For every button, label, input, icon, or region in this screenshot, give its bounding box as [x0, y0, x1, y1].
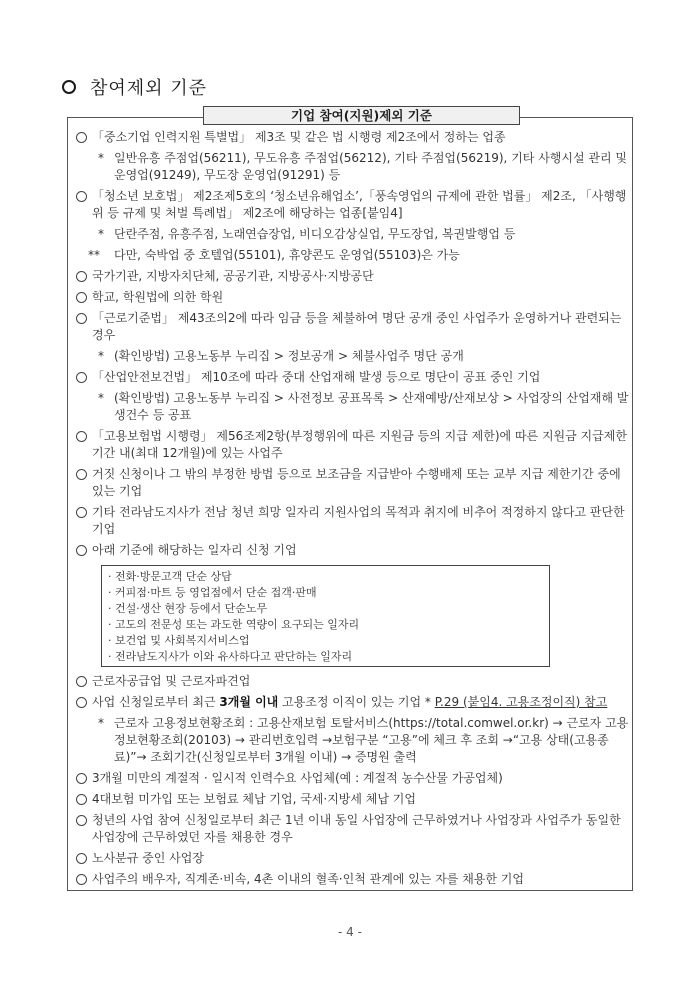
- sub-note-text: (확인방법) 고용노동부 누리집 > 정보공개 > 체불사업주 명단 공개: [114, 349, 464, 363]
- circle-bullet-icon: [76, 545, 87, 556]
- job-criteria-item: · 전화·방문고객 단순 상담: [108, 570, 232, 583]
- circle-bullet-icon: [76, 431, 87, 442]
- sub-note-text: 근로자 고용정보현황조회 : 고용산재보험 토탈서비스(https://total.comwel.or.kr) → 근로자 고용정보현황조회(20103) → 관리번호입력 →보험구분 “고용”에 체크 후 조회 →“고용 상태(고용종료)”→ 조회기간(신청일로부터 3개월 이내) → 증명원 출력: [114, 716, 629, 764]
- job-criteria-box: [101, 565, 550, 667]
- sub-note: [76, 226, 632, 243]
- circle-bullet-icon: [76, 191, 87, 202]
- page-number: - 4 -: [338, 925, 362, 939]
- exclusion-list: [76, 129, 632, 892]
- list-item: [76, 673, 632, 690]
- box-title: 기업 참여(지원)제외 기준: [203, 106, 520, 125]
- item-text: 아래 기준에 해당하는 일자리 신청 기업: [92, 543, 297, 557]
- list-item: [76, 812, 632, 846]
- list-item: [76, 310, 632, 344]
- list-item: [76, 289, 632, 306]
- asterisk-mark: *: [98, 349, 104, 363]
- list-item: [76, 850, 632, 867]
- list-item: [76, 791, 632, 808]
- section-heading-text: 참여제외 기준: [90, 78, 208, 99]
- asterisk-mark: *: [98, 391, 104, 405]
- circle-bullet-icon: [76, 292, 87, 303]
- list-item: [76, 129, 632, 146]
- circle-bullet-icon: [76, 313, 87, 324]
- item-text: 근로자공급업 및 근로자파견업: [92, 674, 251, 688]
- item-text: 기타 전라남도지사가 전남 청년 희망 일자리 지원사업의 목적과 취지에 비추어 적정하지 않다고 판단한 기업: [92, 505, 625, 536]
- circle-bullet-icon: [76, 372, 87, 383]
- circle-bullet-icon: [76, 697, 87, 708]
- item-text: 사업 신청일로부터 최근: [92, 695, 220, 709]
- circle-bullet-icon: [76, 815, 87, 826]
- item-text: 「산업안전보건법」 제10조에 따라 중대 산업재해 발생 등으로 명단이 공표 중인 기업: [92, 370, 541, 384]
- item-text: 국가기관, 지방자치단체, 공공기관, 지방공사·지방공단: [92, 269, 374, 283]
- list-item: [76, 188, 632, 222]
- list-item: [76, 268, 632, 285]
- sub-note: [76, 247, 632, 264]
- circle-bullet-icon: [76, 271, 87, 282]
- job-criteria-item: · 건설·생산 현장 등에서 단순노무: [108, 602, 268, 615]
- appendix-reference-link[interactable]: P.29 (붙임4. 고용조정이직) 참고: [434, 695, 608, 709]
- sub-note: [76, 715, 632, 766]
- asterisk-mark: *: [98, 227, 104, 241]
- hollow-circle-bullet-icon: [62, 80, 76, 94]
- sub-note: [76, 390, 632, 424]
- list-item: [76, 871, 632, 888]
- sub-note-text: (확인방법) 고용노동부 누리집 > 사전정보 공표목록 > 산재예방/산재보상 > 사업장의 산업재해 발생건수 등 공표: [114, 391, 629, 422]
- circle-bullet-icon: [76, 507, 87, 518]
- list-item: [76, 466, 632, 500]
- item-text: 「고용보험법 시행령」 제56조제2항(부정행위에 따른 지원금 등의 지급 제한)에 따른 지원금 지급제한 기간 내(최대 12개월)에 있는 사업주: [92, 429, 627, 460]
- sub-note-text: 단란주점, 유흥주점, 노래연습장업, 비디오감상실업, 무도장업, 복권발행업 등: [114, 227, 516, 241]
- sub-note: [76, 348, 632, 365]
- item-text: 3개월 미만의 계절적 · 일시적 인력수요 사업체(예 : 계절적 농수산물 가공업체): [92, 771, 503, 785]
- item-text: 청년의 사업 참여 신청일로부터 최근 1년 이내 동일 사업장에 근무하였거나 사업장과 사업주가 동일한 사업장에 근무하였던 자를 채용한 경우: [92, 813, 621, 844]
- list-item: [76, 770, 632, 787]
- job-criteria-item: · 보건업 및 사회복지서비스업: [108, 634, 250, 647]
- circle-bullet-icon: [76, 469, 87, 480]
- sub-note-text: 다만, 숙박업 중 호텔업(55101), 휴양콘도 운영업(55103)은 가능: [114, 248, 460, 262]
- item-text: 거짓 신청이나 그 밖의 부정한 방법 등으로 보조금을 지급받아 수행배제 또는 교부 지급 제한기간 중에 있는 기업: [92, 467, 621, 498]
- job-criteria-item: · 커피점·마트 등 영업점에서 단순 접객·판매: [108, 586, 317, 599]
- list-item: [76, 694, 632, 711]
- job-criteria-item: · 고도의 전문성 또는 과도한 역량이 요구되는 일자리: [108, 618, 360, 631]
- list-item: [76, 369, 632, 386]
- circle-bullet-icon: [76, 794, 87, 805]
- asterisk-mark: *: [98, 151, 104, 165]
- item-text: 학교, 학원법에 의한 학원: [92, 290, 224, 304]
- item-text: 「중소기업 인력지원 특별법」 제3조 및 같은 법 시행령 제2조에서 정하는 업종: [92, 130, 506, 144]
- emphasis-text: 3개월 이내: [219, 695, 279, 709]
- circle-bullet-icon: [76, 773, 87, 784]
- double-asterisk-mark: **: [88, 248, 100, 262]
- item-text: 4대보험 미가입 또는 보험료 체납 기업, 국세·지방세 체납 기업: [92, 792, 416, 806]
- list-item: [76, 504, 632, 538]
- item-text: 「근로기준법」 제43조의2에 따라 임금 등을 체불하여 명단 공개 중인 사업주가 운영하거나 관련되는 경우: [92, 311, 622, 342]
- list-item: [76, 428, 632, 462]
- item-text: 「청소년 보호법」 제2조제5호의 ‘청소년유해업소’,「풍속영업의 규제에 관한 법률」 제2조, 「사행행위 등 규제 및 처벌 특례법」 제2조에 해당하는 업종[붙임4]: [92, 189, 627, 220]
- item-text: 고용조정 이직이 있는 기업 *: [278, 695, 435, 709]
- item-text: 사업주의 배우자, 직계존·비속, 4촌 이내의 혈족·인척 관계에 있는 자를 채용한 기업: [92, 872, 524, 886]
- sub-note-text: 일반유흥 주점업(56211), 무도유흥 주점업(56212), 기타 주점업(56219), 기타 사행시설 관리 및 운영업(91249), 무도장 운영업(91291) 등: [114, 151, 627, 182]
- asterisk-mark: *: [98, 716, 104, 730]
- item-text: 노사분규 중인 사업장: [92, 851, 204, 865]
- sub-note: [76, 150, 632, 184]
- job-criteria-item: · 전라남도지사가 이와 유사하다고 판단하는 일자리: [108, 650, 353, 663]
- circle-bullet-icon: [76, 853, 87, 864]
- circle-bullet-icon: [76, 874, 87, 885]
- circle-bullet-icon: [76, 132, 87, 143]
- list-item: [76, 542, 632, 559]
- section-heading: [62, 74, 207, 100]
- circle-bullet-icon: [76, 676, 87, 687]
